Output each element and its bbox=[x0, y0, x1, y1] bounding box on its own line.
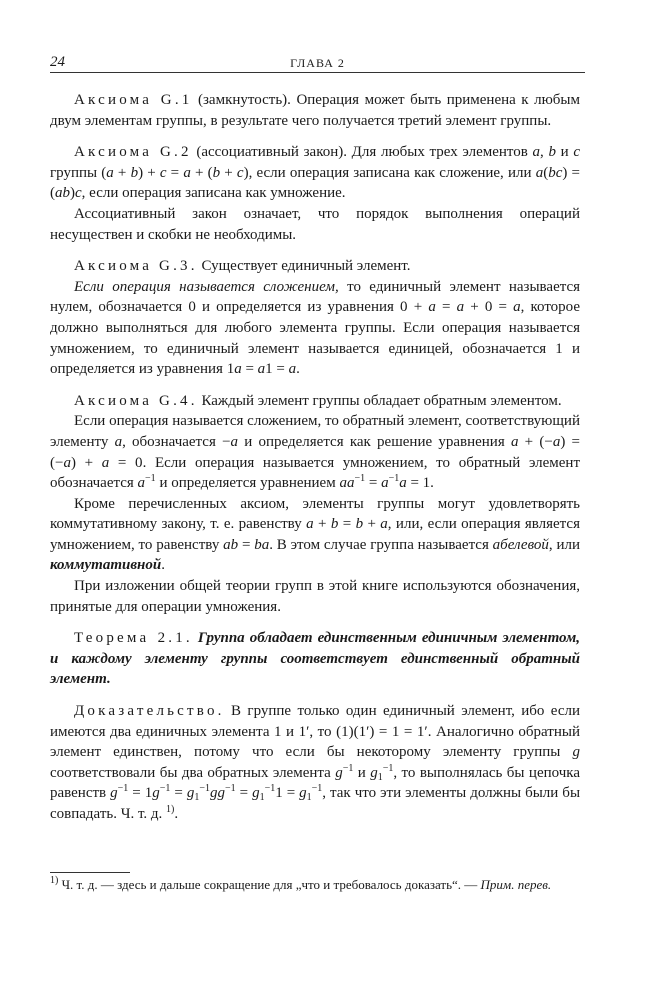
term-abelian: абелевой bbox=[492, 536, 549, 553]
page-number: 24 bbox=[50, 54, 65, 70]
axiom-label: Аксиома G.4. bbox=[74, 392, 198, 409]
footnote-marker: 1) bbox=[166, 804, 175, 815]
axiom-g3: Аксиома G.3. Существует единичный элемент. bbox=[74, 258, 411, 275]
theorem-label: Теорема 2.1. bbox=[74, 630, 193, 647]
footnote: $^{1)}$ Ч. т. д. — здесь и дальше сокращение для „что и требовалось доказать“. — Прим. перев. bbox=[50, 875, 552, 892]
associativity-note: Ассоциативный закон означает, что порядок выполнения операций несуществен и скобки не необходимы. bbox=[50, 205, 580, 243]
proof-paragraph: Доказательство. В группе только один единичный элемент, ибо если имеются два единичных элемента 1 и 1′, то (1)(1′) = 1 = 1′. Аналогично обратный элемент единствен, потому что если бы некоторому элементу группы g соответствовали бы два обратных элемента $g^{-1}$ и $g_1^{-1}$, то выполнялась бы цепочка равенств $g^{-1} = 1g^{-1} = g_1^{-1}gg^{-1} = g_1^{-1}1 = g_1^{-1}$, так что эти элементы должны были бы совпадать. Ч. т. д. $^{1)}$. bbox=[50, 703, 581, 822]
theorem-text: Группа обладает единственным единичным элементом, и каждому элементу группы соответствует единственный обратный элемент. bbox=[50, 630, 580, 688]
term-commutative: коммутативной bbox=[50, 557, 162, 574]
footnote-divider bbox=[50, 872, 130, 873]
axiom-g1 bbox=[50, 90, 580, 131]
axiom-label: Аксиома G.1 bbox=[74, 92, 193, 108]
translator-note: Прим. перев. bbox=[480, 877, 552, 892]
axiom-label: Аксиома G.3. bbox=[74, 258, 198, 275]
axiom-text: (замкнутость). Операция может быть применена к любым двум элементам группы, в результате чего получается третий элемент группы. bbox=[50, 92, 581, 129]
proof-label: Доказательство. bbox=[74, 703, 225, 720]
running-header bbox=[50, 50, 585, 73]
inverse-definition: Если операция называется сложением, то обратный элемент, соответствующий элементу a, обозначается −a и определяется как решение уравнения a + (−a) = (−a) + a = 0. Если операция называется умножением, то обратный элемент обозначается $a^{-1}$ и определяется уравнением $aa^{-1} = a^{-1}a = 1$. bbox=[50, 413, 580, 492]
identity-definition: Если операция называется сложением, то единичный элемент называется нулем, обозначается 0 и определяется из уравнения 0 + a = a + 0 = a, которое должно выполняться для любого элемента группы. Если операция называется умножением, то единичный элемент называется единицей, обозначается 1 и определяется из уравнения 1a = a1 = a. bbox=[50, 278, 581, 378]
axiom-g4: Аксиома G.4. Каждый элемент группы обладает обратным элементом. bbox=[74, 392, 562, 409]
commutativity-paragraph: Кроме перечисленных аксиом, элементы группы могут удовлетворять коммутативному закону, т. е. равенству a + b = b + a, или, если операция является умножением, то равенству ab = ba. В этом случае группа называется абелевой, или коммутативной. bbox=[50, 495, 580, 574]
page-body bbox=[50, 90, 580, 825]
chapter-title: ГЛАВА 2 bbox=[290, 56, 345, 70]
axiom-label: Аксиома G.2 bbox=[74, 144, 192, 161]
theorem-2-1 bbox=[50, 628, 580, 690]
axiom-g2: Аксиома G.2 (ассоциативный закон). Для любых трех элементов a, b и c группы (a + b) + c = a + (b + c), если операция записана как сложение, или a(bc) = (ab)c, если операция записана как умножение. bbox=[50, 144, 581, 202]
notation-paragraph: При изложении общей теории групп в этой книге используются обозначения, принятые для операции умножения. bbox=[50, 578, 580, 615]
